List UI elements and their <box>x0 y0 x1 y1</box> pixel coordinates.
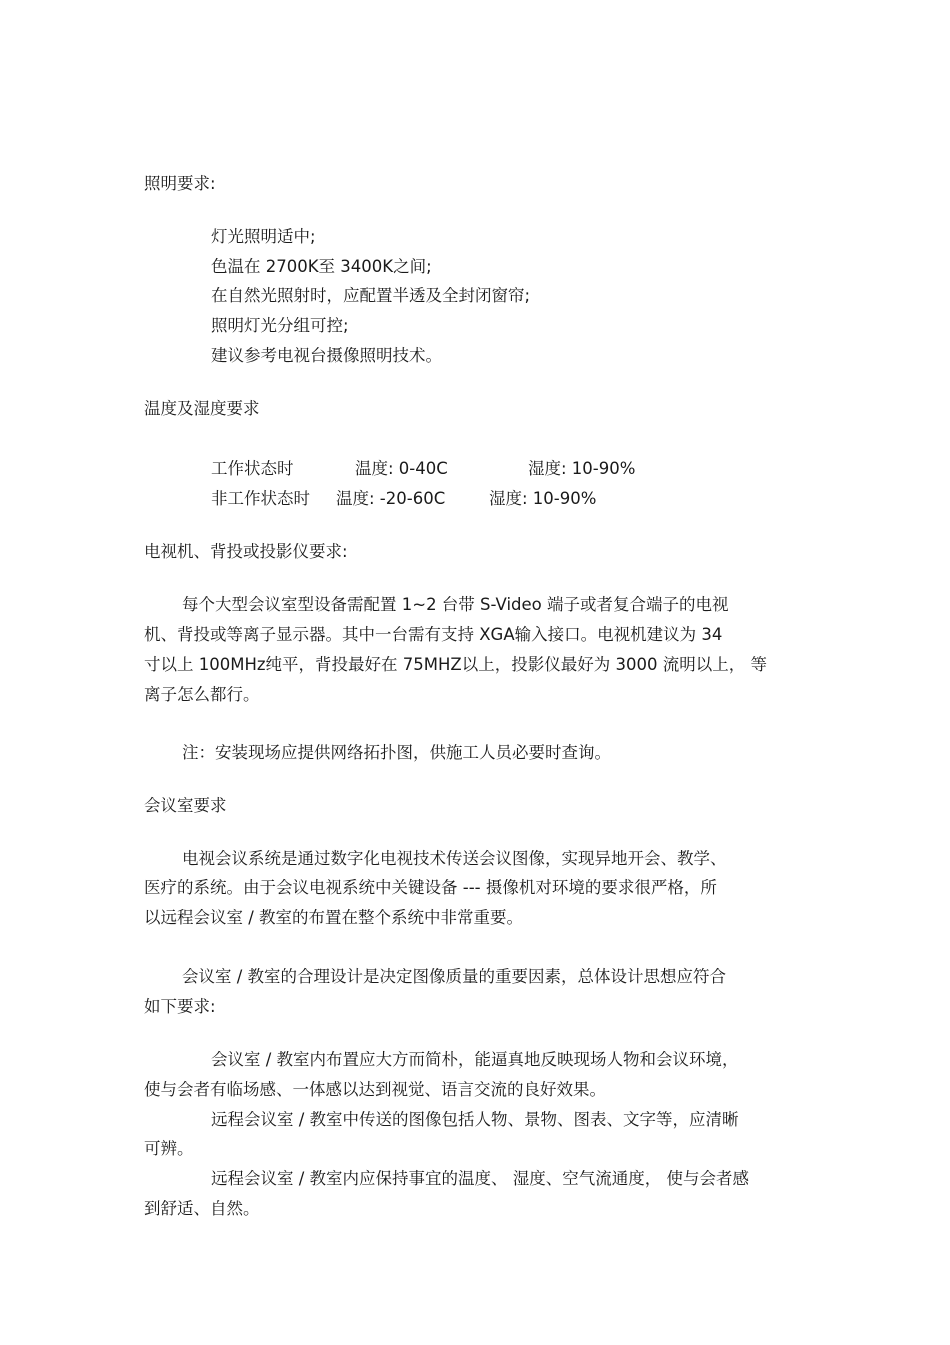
tv-paragraph-line: 离子怎么都行。 <box>144 685 260 704</box>
room-req-line: 到舒适、自然。 <box>144 1199 260 1218</box>
working-temp: 温度: 0-40C <box>355 459 448 478</box>
room-para1-line: 以远程会议室 / 教室的布置在整个系统中非常重要。 <box>144 908 524 927</box>
room-para2-line: 会议室 / 教室的合理设计是决定图像质量的重要因素，总体设计思想应符合 <box>182 967 727 986</box>
room-req-line: 远程会议室 / 教室内应保持事宜的温度、 湿度、空气流通度， 使与会者感 <box>211 1169 750 1188</box>
climate-heading: 温度及湿度要求 <box>144 399 260 418</box>
room-para2-line: 如下要求: <box>144 997 216 1016</box>
room-req-line: 可辨。 <box>144 1139 194 1158</box>
room-para1-line: 医疗的系统。由于会议电视系统中关键设备 --- 摄像机对环境的要求很严格，所 <box>144 878 717 897</box>
room-req-line: 会议室 / 教室内布置应大方而简朴，能逼真地反映现场人物和会议环境， <box>211 1050 739 1069</box>
room-req-line: 使与会者有临场感、一体感以达到视觉、语言交流的良好效果。 <box>144 1080 606 1099</box>
room-req-line: 远程会议室 / 教室中传送的图像包括人物、景物、图表、文字等，应清晰 <box>211 1110 739 1129</box>
tv-paragraph-line: 机、背投或等离子显示器。其中一台需有支持 XGA输入接口。电视机建议为 34 <box>144 625 723 644</box>
lighting-item: 灯光照明适中; <box>211 227 316 246</box>
room-heading: 会议室要求 <box>144 796 227 815</box>
idle-label: 非工作状态时 <box>211 489 310 508</box>
working-humidity: 湿度: 10-90% <box>528 459 636 478</box>
tv-paragraph-line: 每个大型会议室型设备需配置 1~2 台带 S-Video 端子或者复合端子的电视 <box>182 595 729 614</box>
room-para1-line: 电视会议系统是通过数字化电视技术传送会议图像，实现异地开会、教学、 <box>182 849 727 868</box>
lighting-item: 建议参考电视台摄像照明技术。 <box>211 346 442 365</box>
idle-humidity: 湿度: 10-90% <box>489 489 597 508</box>
note-text: 注：安装现场应提供网络拓扑图，供施工人员必要时查询。 <box>182 743 611 762</box>
lighting-item: 照明灯光分组可控; <box>211 316 349 335</box>
idle-temp: 温度: -20-60C <box>336 489 446 508</box>
tv-heading: 电视机、背投或投影仪要求: <box>144 542 348 561</box>
working-label: 工作状态时 <box>211 459 294 478</box>
tv-paragraph-line: 寸以上 100MHz纯平，背投最好在 75MHZ以上，投影仪最好为 3000 流明以上， 等 <box>144 655 767 674</box>
lighting-item: 在自然光照射时，应配置半透及全封闭窗帘; <box>211 286 531 305</box>
lighting-heading: 照明要求: <box>144 174 216 193</box>
lighting-item: 色温在 2700K至 3400K之间; <box>211 257 432 276</box>
